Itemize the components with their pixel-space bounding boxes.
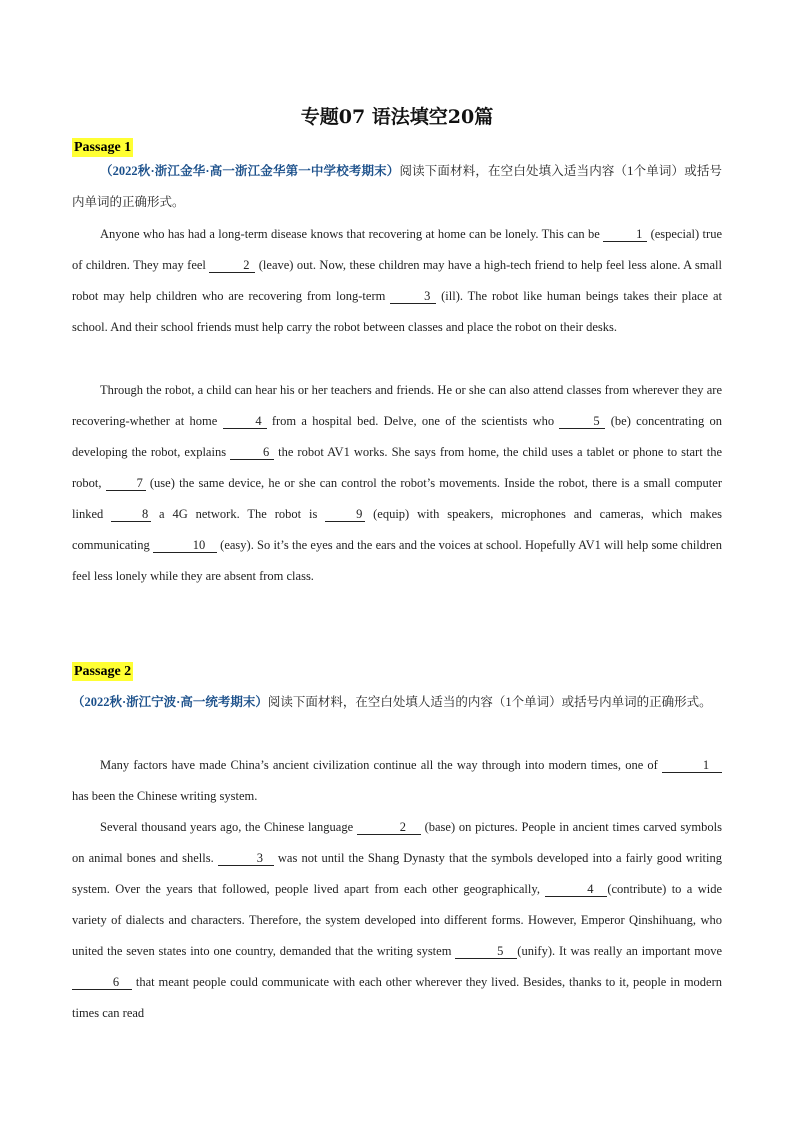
text-segment: Many factors have made China’s ancient civilization continue all the way through into modern times, one of [100,758,662,772]
text-segment: Anyone who has had a long-term disease knows that recovering at home can be lonely. This can be [100,227,604,241]
blank-1[interactable]: 1 [662,758,722,773]
text-segment: from a hospital bed. Delve, one of the scientists who [266,414,560,428]
text-segment: was not until the Shang Dynasty that the symbols developed into a fairly good writing system. Over the years that followed, people lived apart from each other geographically, [72,851,722,896]
passage-1-label: Passage 1 [74,140,132,155]
text-segment: (leave) out. Now, these children may have a high-tech friend to help feel less alone. A small robot may help children who are recovering from long-term [72,258,722,303]
passage-1-instruction-text: 阅读下面材料，在空白处填入适当内容（1个单词）或括号内单词的正确形式。 [72,164,722,209]
blank-3[interactable]: 3 [218,851,274,866]
text-segment: (especial) true of children. They may feel [72,227,722,272]
passage-2-instruction [72,687,722,718]
text-segment: Through the robot, a child can hear his or her teachers and friends. He or she can also attend classes from wherever they are recovering-whether at home [72,383,722,428]
blank-3[interactable]: 3 [390,289,436,304]
text-segment: the robot AV1 works. She says from home, the child uses a tablet or phone to start the robot, [72,445,722,490]
text-segment: (easy). So it’s the eyes and the ears and the voices at school. Hopefully AV1 will help some children feel less lonely while they are absent from class. [72,538,722,583]
blank-4[interactable]: 4 [223,414,267,429]
text-segment: a 4G network. The robot is [151,507,326,521]
text-segment: (base) on pictures. People in ancient times carved symbols on animal bones and shells. [72,820,722,865]
blank-9[interactable]: 9 [325,507,365,522]
passage-2-instruction-text: 阅读下面材料，在空白处填人适当的内容（1个单词）或括号内单词的正确形式。 [267,695,712,709]
text-segment: that meant people could communicate with each other wherever they lived. Besides, thanks to it, people in modern times can read [72,975,722,1020]
blank-10[interactable]: 10 [153,538,217,553]
text-segment: (equip) with speakers, microphones and cameras, which makes communicating [72,507,722,552]
passage-1-paragraph-1 [72,219,722,343]
passage-1-paragraph-2 [72,375,722,592]
blank-4[interactable]: 4 [545,882,607,897]
text-segment: (use) the same device, he or she can control the robot’s movements. Inside the robot, there is a small computer linked [72,476,722,521]
blank-7[interactable]: 7 [106,476,146,491]
passage-2-label: Passage 2 [74,664,132,679]
text-segment: (unify). It was really an important move [517,944,723,958]
text-segment: has been the Chinese writing system. [72,789,258,803]
blank-8[interactable]: 8 [111,507,151,522]
passage-2-paragraph-2 [72,812,722,1029]
text-segment: Several thousand years ago, the Chinese language [100,820,357,834]
page-title: 专题07 语法填空20篇 [300,106,494,128]
text-segment: (be) concentrating on developing the robot, explains [72,414,723,459]
blank-5[interactable]: 5 [559,414,605,429]
blank-1[interactable]: 1 [603,227,647,242]
text-segment: (ill). The robot like human beings takes their place at school. And their school friends must help carry the robot between classes and place the robot on their desks. [72,289,722,334]
blank-2[interactable]: 2 [357,820,421,835]
blank-5[interactable]: 5 [455,944,517,959]
passage-1-instruction [72,156,722,218]
blank-6[interactable]: 6 [230,445,274,460]
blank-2[interactable]: 2 [209,258,255,273]
text-segment: (contribute) to a wide variety of dialects and characters. Therefore, the system developed into different forms. However, Emperor Qinshihuang, who united the seven states into one country, demanded that the writing system [72,882,723,958]
blank-6[interactable]: 6 [72,975,132,990]
passage-2-source: （2022秋·浙江宁波·高一统考期末） [72,695,268,709]
passage-1-source: （2022秋·浙江金华·高一浙江金华第一中学校考期末） [100,164,400,178]
passage-2-paragraph-1 [72,750,722,812]
